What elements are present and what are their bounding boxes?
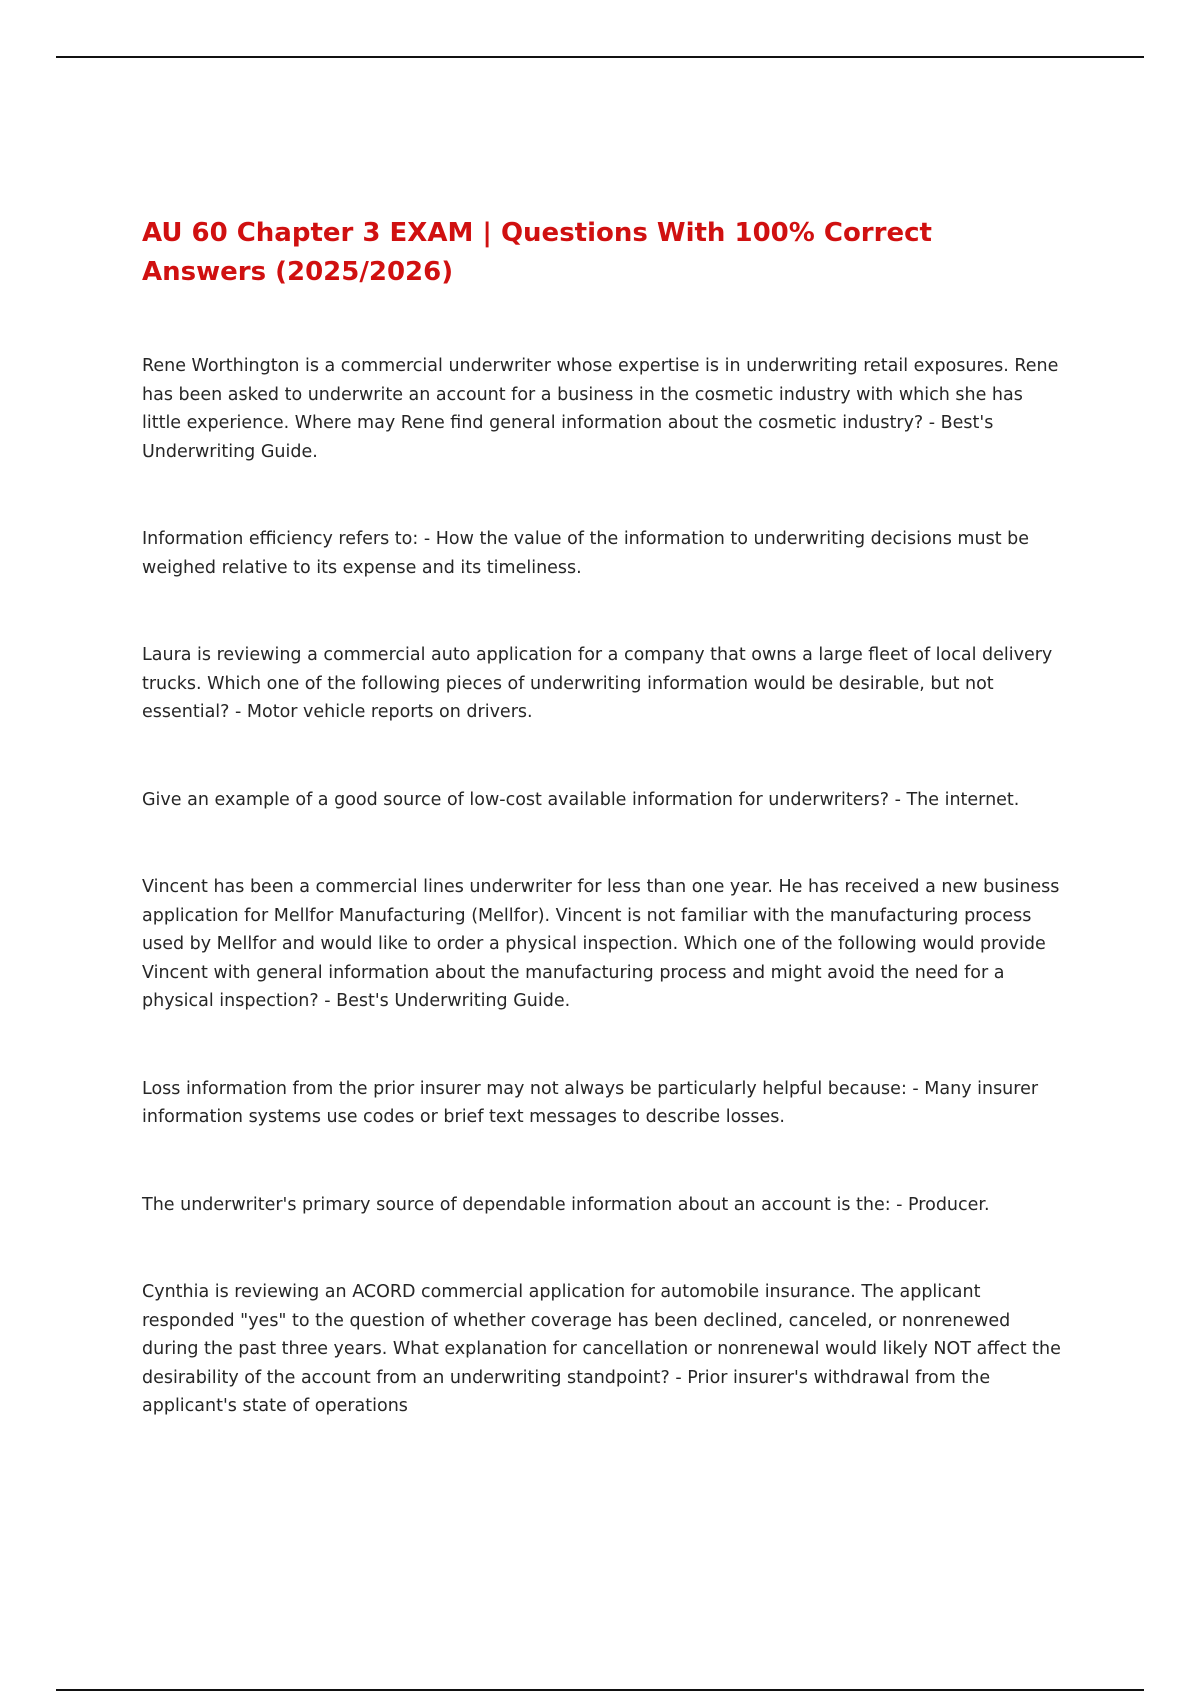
qa-item: Information efficiency refers to: - How the value of the information to underwriting decisions must be weighed relative to its expense and its timeliness.	[142, 529, 1029, 578]
top-divider	[56, 56, 1144, 58]
bottom-divider	[56, 1689, 1144, 1691]
qa-list	[142, 352, 1062, 1421]
qa-item: Give an example of a good source of low-cost available information for underwriters? - The internet.	[142, 789, 1020, 810]
qa-item: Rene Worthington is a commercial underwriter whose expertise is in underwriting retail exposures. Rene has been asked to underwrite an account for a business in the cosmetic industry with which she has little experience. Where may Rene find general information about the cosmetic industry? - Best's Underwriting Guide.	[142, 356, 1059, 462]
qa-item: Cynthia is reviewing an ACORD commercial application for automobile insurance. The applicant responded "yes" to the question of whether coverage has been declined, canceled, or nonrenewed during the past three years. What explanation for cancellation or nonrenewal would likely NOT affect the desirability of the account from an underwriting standpoint? - Prior insurer's withdrawal from the applicant's state of operations	[142, 1282, 1061, 1416]
qa-item: Loss information from the prior insurer may not always be particularly helpful because: - Many insurer information systems use codes or brief text messages to describe losses.	[142, 1078, 1039, 1127]
qa-item: Vincent has been a commercial lines underwriter for less than one year. He has received a new business application for Mellfor Manufacturing (Mellfor). Vincent is not familiar with the manufacturing process used by Mellfor and would like to order a physical inspection. Which one of the following would provide Vincent with general information about the manufacturing process and might avoid the need for a physical inspection? - Best's Underwriting Guide.	[142, 877, 1060, 1011]
qa-item: The underwriter's primary source of dependable information about an account is the: - Producer.	[142, 1194, 990, 1215]
page-title: AU 60 Chapter 3 EXAM | Questions With 100% Correct Answers (2025/2026)	[142, 218, 932, 287]
qa-item: Laura is reviewing a commercial auto application for a company that owns a large fleet of local delivery trucks. Which one of the following pieces of underwriting information would be desirable, but not essential? - Motor vehicle reports on drivers.	[142, 645, 1053, 722]
